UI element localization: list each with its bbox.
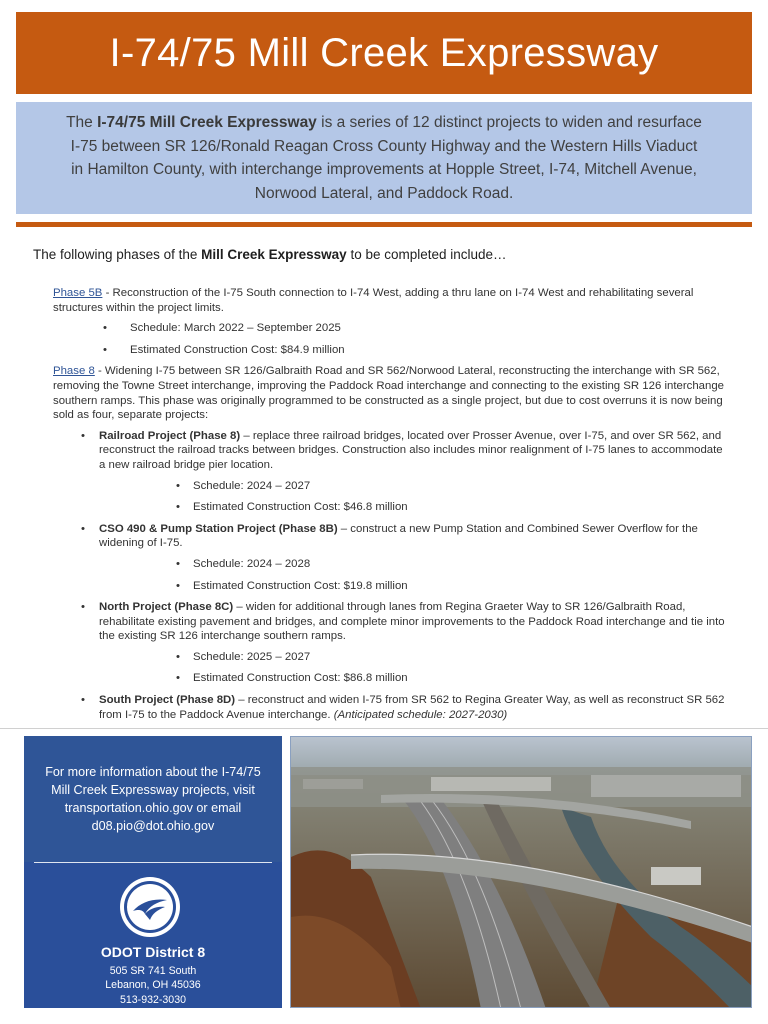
contact-divider	[34, 862, 272, 863]
lead-suffix: to be completed include…	[346, 247, 507, 262]
lead-bold: Mill Creek Expressway	[201, 247, 347, 262]
odot-logo-icon	[119, 876, 181, 938]
project-schedule: • Schedule: 2024 – 2027	[99, 479, 728, 494]
project-item	[53, 693, 728, 722]
project-title: CSO 490 & Pump Station Project (Phase 8B)	[99, 522, 338, 535]
phase-8-text: - Widening I-75 between SR 126/Galbraith Road and SR 562/Norwood Lateral, reconstructing the interchange with SR 562, removing the Towne Street interchange, improving the Paddock Road interchange and connecting to the existing SR 126 interchange southern ramps. This phase was originally programmed to be constructed as a single project, but due to cost overruns it is now being sold as four, separate projects:	[53, 365, 724, 422]
orange-divider	[16, 222, 752, 227]
project-cost: • Estimated Construction Cost: $86.8 million	[99, 671, 728, 686]
org-name: ODOT District 8	[100, 944, 206, 960]
contact-info-text: For more information about the I-74/75 Mill Creek Expressway projects, visit transportation.ohio.gov or email d08.pio@dot.ohio.gov	[45, 764, 261, 834]
project-desc: – replace three railroad bridges, located over Prosser Avenue, over I-75, and over SR 562, and reconstruct the railroad tracks between bridges. Construction also includes minor realignment of I-75 lanes to accommodate a new railroad bridge pier location.	[99, 429, 723, 471]
project-desc: – reconstruct and widen I-75 from SR 562 to Regina Greater Way, as well as reconstruct SR 562 from I-75 to the Paddock Avenue interchange.	[99, 694, 725, 721]
project-details	[99, 650, 728, 686]
intro-prefix: The	[66, 114, 98, 131]
phase-5b-details	[53, 321, 728, 357]
project-desc: – construct a new Pump Station and Combined Sewer Overflow for the widening of I-75.	[99, 522, 698, 550]
intro-rest: is a series of 12 distinct projects to widen and resurface I-75 between SR 126/Ronald Reagan Cross County Highway and the Western Hills Viaduct in Hamilton County, with interchange improvements at Hopple Street, I-74, Mitchell Avenue, Norwood Lateral, and Paddock Road.	[70, 114, 702, 202]
phone-number: 513-932-3030	[120, 993, 186, 1006]
address-line-2: Lebanon, OH 45036	[105, 979, 201, 992]
project-desc: – widen for additional through lanes from Regina Graeter Way to SR 126/Galbraith Road, rehabilitate existing pavement and bridges, and complete minor improvements to the Paddock Road interchange and tie into the existing SR 126 interchange southern ramps.	[99, 601, 725, 643]
project-details	[99, 479, 728, 515]
aerial-photo	[290, 736, 752, 1008]
phase-8	[53, 364, 728, 422]
project-item	[53, 600, 728, 686]
aerial-highway-image	[291, 737, 752, 1008]
lead-prefix: The following phases of the	[33, 247, 202, 262]
phase-5b-schedule: • Schedule: March 2022 – September 2025	[53, 321, 728, 336]
project-details	[99, 557, 728, 593]
phase-5b-text: - Reconstruction of the I-75 South connection to I-74 West, adding a thru lane on I-74 West and rehabilitating several structures within the project limits.	[53, 287, 694, 314]
project-item	[53, 522, 728, 593]
title-banner	[16, 12, 752, 94]
project-title: Railroad Project (Phase 8)	[99, 429, 241, 442]
phase-5b	[53, 286, 728, 315]
project-cost: • Estimated Construction Cost: $19.8 million	[99, 579, 728, 594]
footer-rule	[0, 728, 768, 729]
page-title: I-74/75 Mill Creek Expressway	[109, 30, 659, 75]
contact-panel	[24, 736, 282, 1008]
phases-section	[53, 286, 728, 728]
project-title: North Project (Phase 8C)	[99, 601, 234, 614]
phase-8-projects	[53, 429, 728, 723]
phase-8-link[interactable]: Phase 8	[53, 365, 95, 378]
project-item	[53, 429, 728, 515]
intro-bold: I-74/75 Mill Creek Expressway	[97, 114, 317, 131]
project-schedule: • Schedule: 2025 – 2027	[99, 650, 728, 665]
phase-5b-link[interactable]: Phase 5B	[53, 287, 103, 299]
project-cost: • Estimated Construction Cost: $46.8 million	[99, 500, 728, 515]
org-address	[24, 964, 282, 1007]
intro-box	[16, 102, 752, 214]
address-line-1: 505 SR 741 South	[109, 965, 197, 977]
project-schedule: • Schedule: 2024 – 2028	[99, 557, 728, 572]
phase-5b-cost: • Estimated Construction Cost: $84.9 million	[53, 343, 728, 358]
intro-text	[64, 111, 704, 205]
project-title: South Project (Phase 8D)	[99, 694, 236, 707]
project-note: (Anticipated schedule: 2027-2030)	[333, 708, 508, 721]
lead-text	[33, 247, 507, 262]
contact-info-box	[24, 736, 282, 862]
